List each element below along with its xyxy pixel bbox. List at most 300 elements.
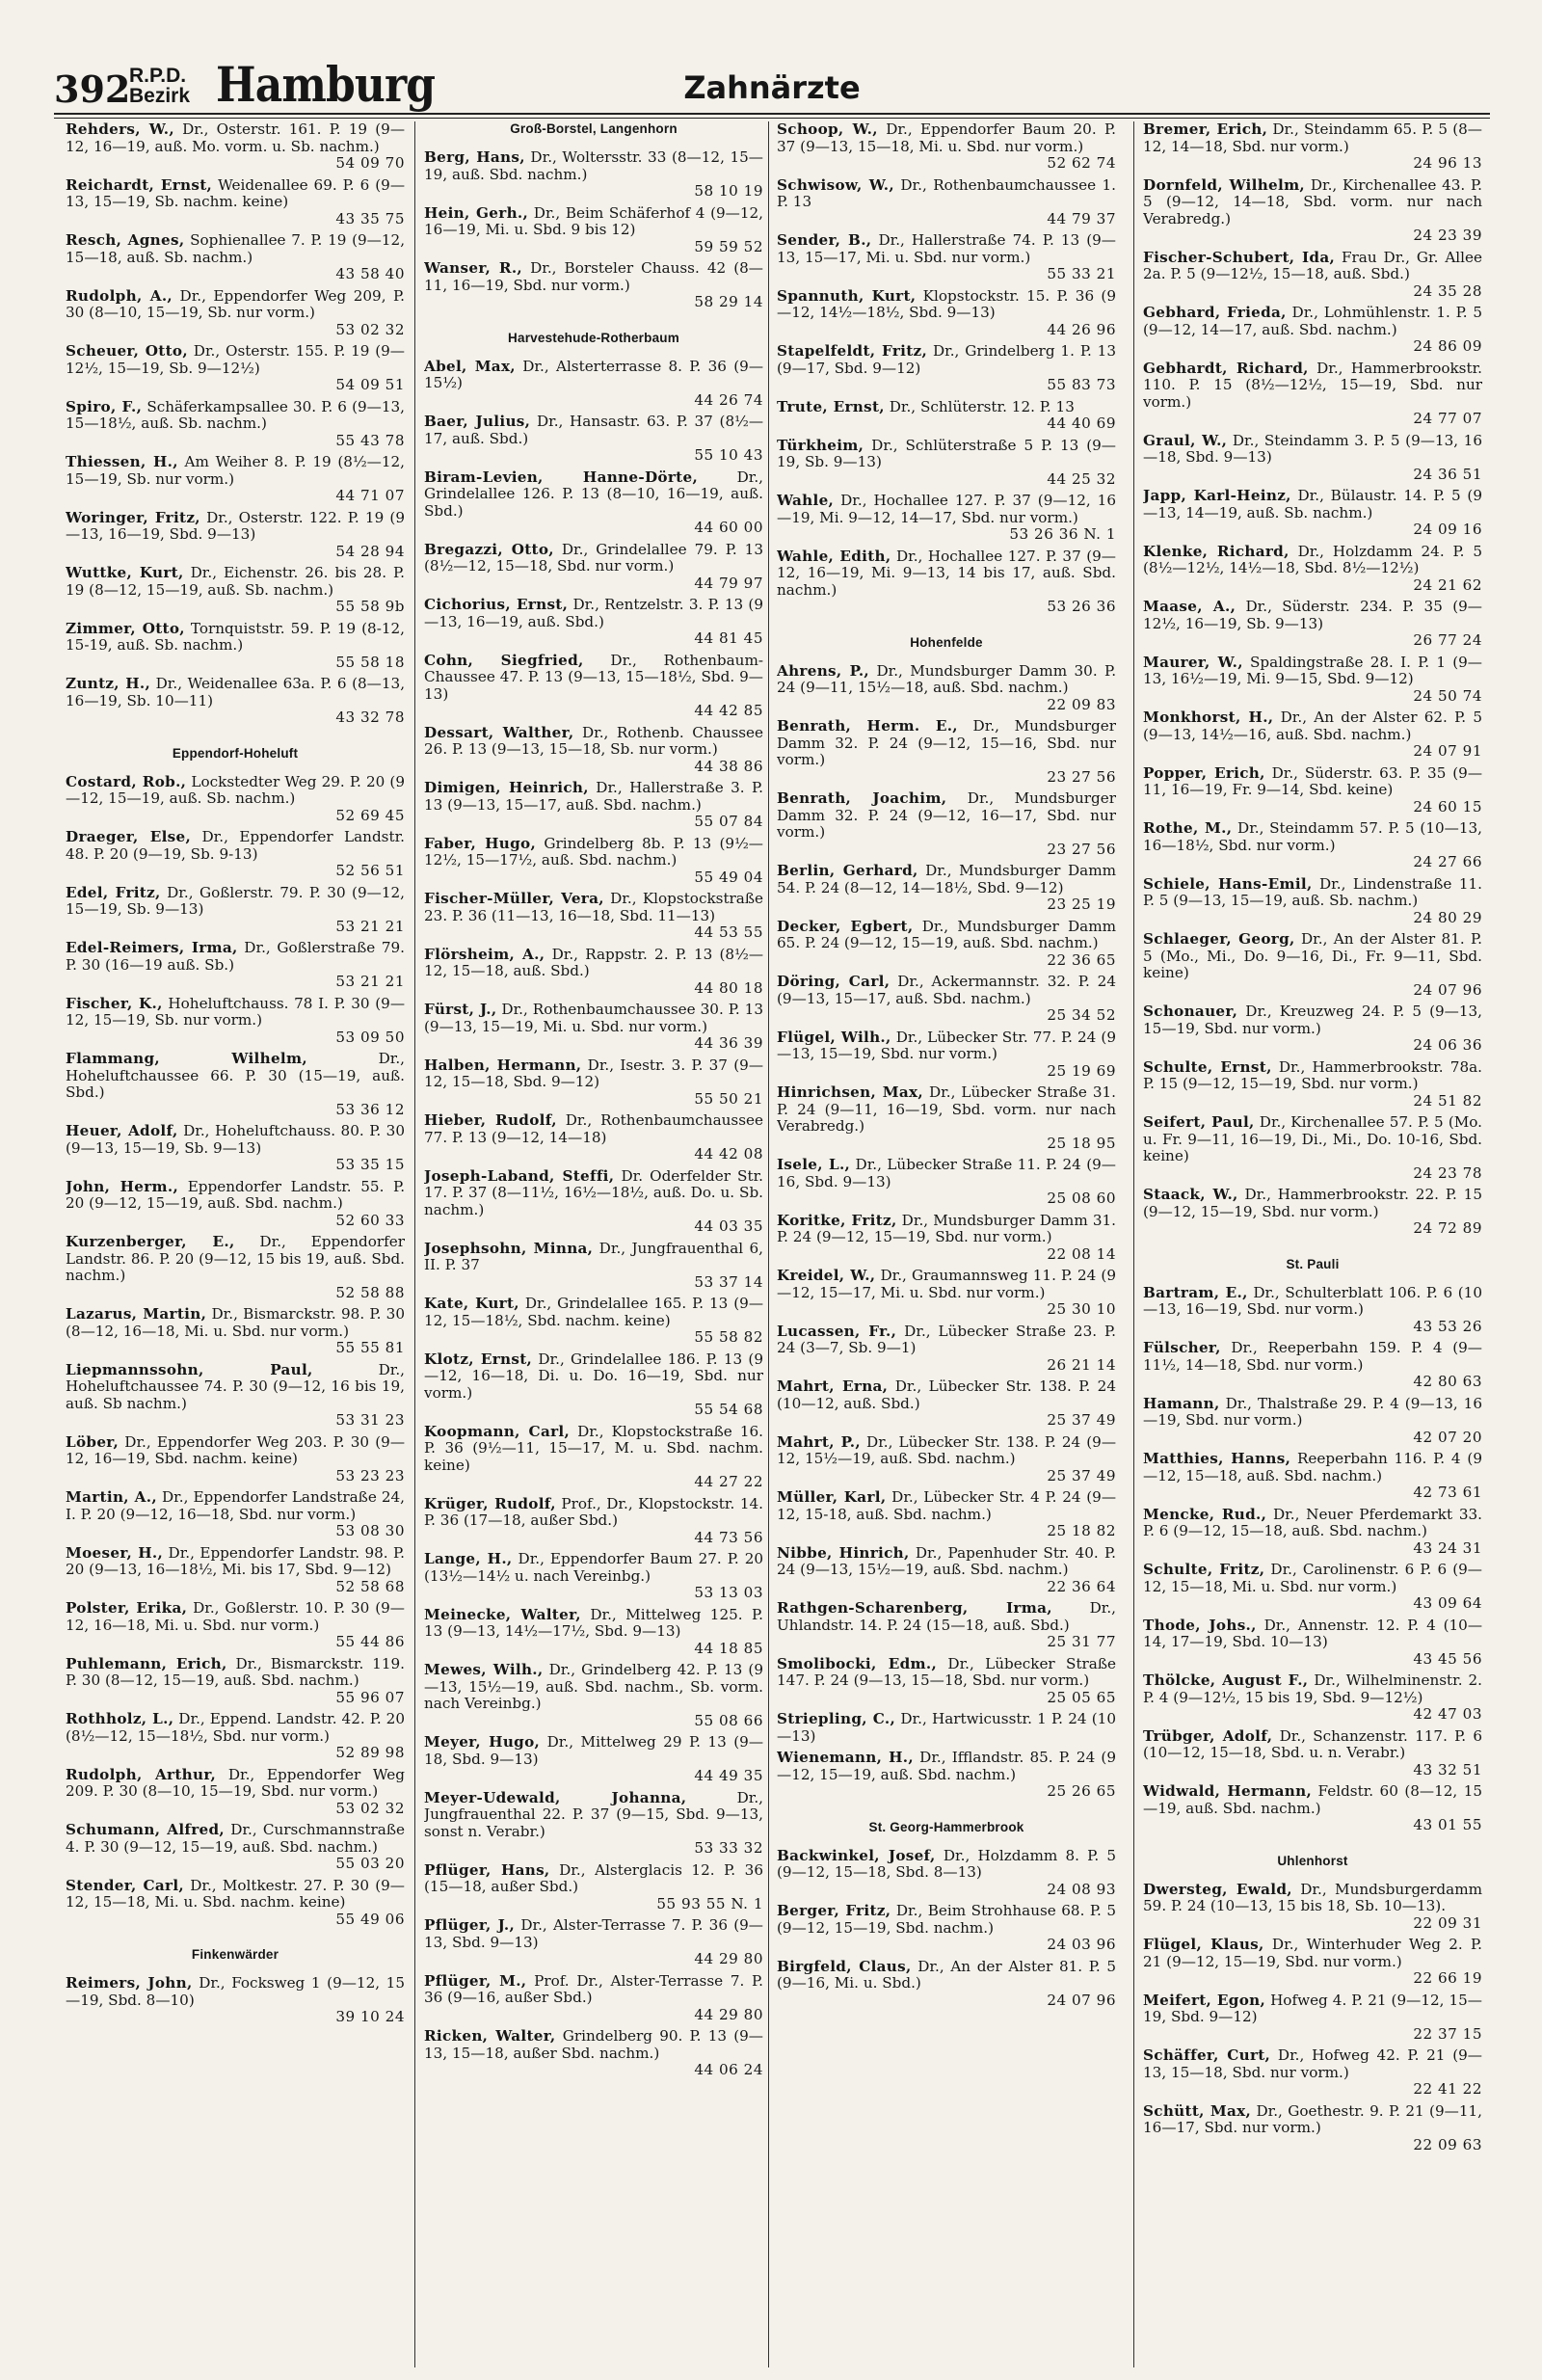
dentist-name: Schäffer, Curt,	[1143, 2046, 1271, 2064]
entry-details: Dr., Wilhelminenstr. 2. P. 4 (9—12½, 15 bis 19, Sbd. 9—12½)	[1143, 1671, 1482, 1706]
phone-number: 53 35 15	[335, 1156, 405, 1173]
entry-details: Dr., Mundsburger Damm 32. P. 24 (9—12, 15—16, Sbd. nur vorm.)	[777, 717, 1116, 768]
entry-details: Dr., Eppend. Landstr. 42. P. 20 (8½—12, 15—18½, Sbd. nur vorm.)	[66, 1710, 405, 1745]
dentist-entry	[424, 1734, 763, 1785]
dentist-name: Meyer-Udewald, Johanna,	[424, 1788, 687, 1806]
phone-number: 52 58 88	[335, 1283, 405, 1301]
dentist-entry	[424, 2028, 763, 2079]
dentist-name: Joseph-Laband, Steffi,	[424, 1166, 615, 1185]
dentist-name: Rudolph, A.,	[66, 286, 173, 305]
entry-details: Dr., Grindelberg 42. P. 13 (9—13, 15½—19, auß. Sbd. nachm., Sb. vorm. nach Vereinbg.)	[424, 1661, 763, 1712]
phone-number: 53 21 21	[335, 973, 405, 990]
dentist-entry	[1143, 1562, 1482, 1613]
entry-details: Dr., Neuer Pferdemarkt 33. P. 6 (9—12, 15—18, auß. Sbd. nachm.)	[1143, 1505, 1482, 1539]
dentist-name: Scheuer, Otto,	[66, 342, 188, 360]
entry-details: Dr., Rentzelstr. 3. P. 13 (9—13, 16—19, auß. Sbd.)	[424, 596, 763, 630]
entry-details: Dr., Hoheluftchaussee 74. P. 30 (9—12, 16 bis 19, auß. Sb nachm.)	[66, 1360, 405, 1412]
phone-number: 43 24 31	[1413, 1538, 1482, 1557]
dentist-name: Nibbe, Hinrich,	[777, 1543, 910, 1562]
phone-number: 42 47 03	[1413, 1705, 1482, 1723]
entry-details: Schäferkampsallee 30. P. 6 (9—13, 15—18½, auß. Sb. nachm.)	[66, 397, 405, 432]
phone-number: 22 37 15	[1413, 2024, 1482, 2043]
dentist-entry	[66, 621, 405, 672]
dentist-name: Birgfeld, Claus,	[777, 1957, 912, 1975]
entry-details: Dr., Osterstr. 161. P. 19 (9—12, 16—19, auß. Mo. vorm. u. Sb. nachm.)	[66, 121, 405, 155]
entry-details: Dr., Eppendorfer Weg 209, P. 30 (8—10, 15—19, Sb. nur vorm.)	[66, 286, 405, 321]
dentist-entry	[424, 1296, 763, 1347]
entry-details: Dr., Mundsburger Damm 31. P. 24 (9—12, 15—19, Sbd. nur vorm.)	[777, 1211, 1116, 1245]
dentist-name: Flammang, Wilhelm,	[66, 1050, 307, 1067]
dentist-name: Japp, Karl-Heinz,	[1143, 487, 1291, 504]
entry-details: Dr., Rothenb. Chaussee 26. P. 13 (9—13, 15—18, Sb. nur vorm.)	[424, 723, 763, 758]
entry-details: Dr., Mundsburger Damm 30. P. 24 (9—11, 15½—18, auß. Sbd. nachm.)	[777, 661, 1116, 696]
dentist-name: Halben, Hermann,	[424, 1056, 582, 1074]
entry-details: Dr., Papenhuder Str. 40. P. 24 (9—13, 15½—19, auß. Sbd. nachm.)	[777, 1543, 1116, 1578]
entry-details: Dr., Rappstr. 2. P. 13 (8½—12, 15—18, auß. Sbd.)	[424, 945, 763, 979]
phone-number: 44 40 69	[1047, 414, 1116, 432]
dentist-name: Abel, Max,	[424, 357, 516, 375]
dentist-entry	[1143, 765, 1482, 816]
dentist-name: Benrath, Herm. E.,	[777, 717, 958, 735]
dentist-entry	[777, 232, 1116, 283]
dentist-entry	[66, 1306, 405, 1357]
dentist-name: Rothholz, L.,	[66, 1710, 174, 1727]
phone-number: 24 03 96	[1047, 1936, 1116, 1953]
entry-details: Dr., Ifflandstr. 85. P. 24 (9—12, 15—19, auß. Sbd. nachm.)	[777, 1749, 1116, 1783]
entry-details: Dr., Süderstr. 63. P. 35 (9—11, 16—19, Fr. 9—14, Sbd. keine)	[1143, 763, 1482, 798]
entry-details: Dr., Lübecker Straße 23. P. 24 (3—7, Sb. 9—1)	[777, 1322, 1116, 1356]
entry-details: Sophienallee 7. P. 19 (9—12, 15—18, auß. Sb. nachm.)	[66, 231, 405, 266]
entry-details: Dr., Hartwicusstr. 1 P. 24 (10—13)	[777, 1710, 1116, 1745]
dentist-entry	[1143, 931, 1482, 999]
dentist-entry	[1143, 1003, 1482, 1055]
phone-number: 24 77 07	[1413, 410, 1482, 427]
phone-number: 24 23 78	[1413, 1163, 1482, 1182]
phone-number: 25 37 49	[1047, 1466, 1116, 1484]
phone-number: 53 36 12	[335, 1100, 405, 1118]
dentist-entry	[424, 1168, 763, 1236]
dentist-entry	[777, 1750, 1116, 1801]
entry-details: Dr., Jungfrauenthal 6, II. P. 37	[424, 1239, 763, 1273]
dentist-name: Dimigen, Heinrich,	[424, 779, 589, 796]
phone-number: 42 73 61	[1413, 1484, 1482, 1501]
dentist-name: Müller, Karl,	[777, 1488, 887, 1506]
dentist-name: Hamann,	[1143, 1394, 1220, 1412]
dentist-entry	[424, 725, 763, 776]
phone-number: 43 32 78	[335, 709, 405, 726]
dentist-name: Reimers, John,	[66, 1974, 193, 1992]
dentist-name: Trübger, Adolf,	[1143, 1726, 1273, 1745]
dentist-name: Rudolph, Arthur,	[66, 1765, 217, 1783]
dentist-entry	[424, 1112, 763, 1163]
column-3	[777, 121, 1116, 2367]
entry-details: Dr., Mundsburger Damm 54. P. 24 (8—12, 14—18½, Sbd. 9—12)	[777, 862, 1116, 896]
dentist-entry	[777, 399, 1116, 433]
dentist-entry	[777, 1213, 1116, 1264]
phone-number: 25 18 95	[1047, 1134, 1116, 1152]
dentist-entry	[424, 260, 763, 311]
phone-number: 53 09 50	[335, 1028, 405, 1046]
phone-number: 44 42 85	[694, 702, 763, 719]
dentist-name: Kurzenberger, E.,	[66, 1233, 235, 1250]
district-heading: St. Georg-Hammerbrook	[868, 1819, 1024, 1834]
dentist-entry	[66, 1489, 405, 1540]
dentist-entry	[66, 177, 405, 228]
entry-details: Dr., Kirchenallee 43. P. 5 (9—12, 14—18, Sbd. vorm. nur nach Verabredg.)	[1143, 175, 1482, 227]
entry-details: Dr., Lübecker Str. 77. P. 24 (9—13, 15—19, Sbd. nur vorm.)	[777, 1028, 1116, 1062]
column-2	[424, 121, 763, 2367]
column-4	[1143, 121, 1482, 2367]
entry-details: Dr. Oderfelder Str. 17. P. 37 (8—11½, 16½—18½, auß. Do. u. Sb. nachm.)	[424, 1166, 763, 1218]
phone-number: 53 02 32	[335, 320, 405, 338]
dentist-entry	[777, 343, 1116, 394]
phone-number: 44 18 85	[694, 1639, 763, 1657]
phone-number: 24 86 09	[1413, 337, 1482, 355]
dentist-entry	[1143, 1672, 1482, 1724]
dentist-entry	[424, 653, 763, 720]
entry-details: Dr., Schanzenstr. 117. P. 6 (10—12, 15—18, Sbd. u. n. Verabr.)	[1143, 1726, 1482, 1761]
dentist-name: Lange, H.,	[424, 1550, 513, 1567]
entry-details: Dr., Eichenstr. 26. bis 28. P. 19 (8—12, 15—19, auß. Sb. nachm.)	[66, 564, 405, 599]
entry-details: Dr., Kreuzweg 24. P. 5 (9—13, 15—19, Sbd. nur vorm.)	[1143, 1003, 1482, 1037]
dentist-name: Thode, Johs.,	[1143, 1616, 1257, 1634]
entry-details: Dr., Lübecker Str. 4 P. 24 (9—12, 15-18, auß. Sbd. nachm.)	[777, 1488, 1116, 1523]
dentist-entry	[1143, 1728, 1482, 1779]
entry-details: Dr., Eppendorfer Landstr. 98. P. 20 (9—13, 16—18½, Mi. bis 17, Sbd. 9—12)	[66, 1543, 405, 1578]
dentist-name: Dessart, Walther,	[424, 723, 574, 741]
city-name: Hamburg	[216, 56, 436, 113]
phone-number: 26 21 14	[1047, 1355, 1116, 1374]
entry-details: Dr., Schlüterstraße 5 P. 13 (9—19, Sb. 9—13)	[777, 436, 1116, 470]
dentist-entry	[66, 565, 405, 616]
dentist-entry	[1143, 2103, 1482, 2154]
dentist-entry	[66, 232, 405, 283]
district-heading: Harvestehude-Rotherbaum	[508, 330, 679, 345]
phone-number: 22 36 65	[1047, 950, 1116, 969]
dentist-name: Ricken, Walter,	[424, 2027, 556, 2045]
dentist-entry	[777, 1157, 1116, 1208]
rpd-line: R.P.D.	[129, 65, 187, 87]
district-heading: Finkenwärder	[191, 1947, 279, 1962]
dentist-name: Meifert, Egon,	[1143, 1991, 1266, 2009]
phone-number: 52 56 51	[335, 862, 405, 879]
entry-details: Dr., Moltkestr. 27. P. 30 (9—12, 15—18, Mi. u. Sbd. nachm. keine)	[66, 1876, 405, 1911]
dentist-entry	[1143, 820, 1482, 871]
phone-number: 55 49 06	[335, 1910, 405, 1928]
phone-number: 53 26 36	[1047, 598, 1116, 615]
dentist-entry	[1143, 876, 1482, 927]
phone-number: 42 80 63	[1413, 1373, 1482, 1390]
dentist-entry	[66, 121, 405, 173]
phone-number: 25 37 49	[1047, 1411, 1116, 1429]
entry-details: Dr., Lübecker Straße 11. P. 24 (9—16, Sbd. 9—13)	[777, 1156, 1116, 1190]
phone-number: 54 28 94	[335, 542, 405, 560]
dentist-entry	[777, 863, 1116, 914]
phone-number: 23 25 19	[1047, 896, 1116, 913]
dentist-name: Polster, Erika,	[66, 1599, 188, 1617]
phone-number: 55 33 21	[1047, 265, 1116, 282]
phone-number: 22 66 19	[1413, 1969, 1482, 1987]
phone-number: 24 80 29	[1413, 908, 1482, 926]
phone-number: 52 62 74	[1047, 154, 1116, 172]
phone-number: 55 44 86	[335, 1633, 405, 1650]
dentist-entry	[777, 438, 1116, 489]
dentist-entry	[424, 359, 763, 410]
phone-number: 44 36 39	[694, 1034, 763, 1052]
dentist-entry	[66, 1434, 405, 1485]
dentist-name: Fülscher,	[1143, 1339, 1221, 1356]
header-rule-thin	[54, 118, 1490, 119]
entry-details: Am Weiher 8. P. 19 (8½—12, 15—19, Sb. nur vorm.)	[66, 453, 405, 488]
dentist-entry	[424, 1862, 763, 1913]
district-heading: Hohenfelde	[910, 634, 983, 650]
entry-details: Dr., Woltersstr. 33 (8—12, 15—19, auß. Sbd. nachm.)	[424, 148, 763, 183]
dentist-entry	[66, 1362, 405, 1430]
dentist-name: Hinrichsen, Max,	[777, 1083, 923, 1101]
entry-details: Dr., Eppendorfer Weg 203. P. 30 (9—12, 16—19, Sbd. nachm. keine)	[66, 1432, 405, 1467]
entry-details: Dr., Goßlerstr. 10. P. 30 (9—12, 16—18, Mi. u. Sbd. nur vorm.)	[66, 1599, 405, 1634]
dentist-entry	[424, 1002, 763, 1053]
phone-number: 44 06 24	[694, 2061, 763, 2078]
dentist-name: Thölcke, August F.,	[1143, 1671, 1309, 1689]
phone-number: 24 27 66	[1413, 853, 1482, 870]
dentist-name: Lazarus, Martin,	[66, 1305, 207, 1323]
phone-number: 55 55 81	[335, 1339, 405, 1356]
dentist-entry	[1143, 1992, 1482, 2044]
dentist-name: Bartram, E.,	[1143, 1283, 1248, 1301]
dentist-entry	[1143, 361, 1482, 428]
entry-details: Grindelberg 8b. P. 13 (9½—12½, 15—17½, auß. Sbd. nachm.)	[424, 834, 763, 869]
entry-details: Dr., Hammerbrookstr. 78a. P. 15 (9—12, 15—19, Sbd. nur vorm.)	[1143, 1057, 1482, 1092]
dentist-name: Isele, L.,	[777, 1156, 851, 1173]
dentist-entry	[777, 1489, 1116, 1540]
phone-number: 44 73 56	[694, 1528, 763, 1546]
entry-details: Dr., Weidenallee 63a. P. 6 (8—13, 16—19, Sb. 10—11)	[66, 675, 405, 709]
entry-details: Dr., Winterhuder Weg 2. P. 21 (9—12, 15—19, Sbd. nur vorm.)	[1143, 1936, 1482, 1970]
page-header	[54, 56, 1490, 118]
dentist-name: Schwisow, W.,	[777, 175, 894, 194]
entry-details: Dr., Hammerbrookstr. 110. P. 15 (8½—12½, 15—19, Sbd. nur vorm.)	[1143, 359, 1482, 411]
dentist-name: Biram-Levien, Hanne-Dörte,	[424, 468, 699, 486]
dentist-entry	[777, 790, 1116, 858]
dentist-entry	[777, 493, 1116, 544]
dentist-name: Spiro, F.,	[66, 397, 143, 415]
entry-details: Dr., Borsteler Chauss. 42 (8—11, 16—19, Sbd. nur vorm.)	[424, 259, 763, 294]
dentist-name: Meinecke, Walter,	[424, 1605, 581, 1623]
dentist-name: Wahle,	[777, 492, 835, 509]
entry-details: Dr., Lindenstraße 11. P. 5 (9—13, 15—19, auß. Sb. nachm.)	[1143, 874, 1482, 909]
entry-details: Dr., Klopstockstraße 23. P. 36 (11—13, 16—18, Sbd. 11—13)	[424, 890, 763, 924]
entry-details: Dr., Holzdamm 8. P. 5 (9—12, 15—18, Sbd. 8—13)	[777, 1846, 1116, 1881]
phone-number: 55 49 04	[694, 868, 763, 886]
phone-number: 43 58 40	[335, 265, 405, 282]
dentist-entry	[66, 885, 405, 936]
dentist-entry	[777, 1378, 1116, 1430]
phone-number: 44 81 45	[694, 629, 763, 647]
dentist-entry	[66, 1600, 405, 1651]
phone-number: 24 07 96	[1413, 980, 1482, 999]
dentist-name: Backwinkel, Josef,	[777, 1846, 936, 1864]
dentist-entry	[777, 1903, 1116, 1954]
phone-number: 55 07 84	[694, 813, 763, 830]
dentist-entry	[66, 1822, 405, 1873]
district-heading: St. Pauli	[1286, 1256, 1340, 1271]
dentist-name: Wuttke, Kurt,	[66, 564, 184, 581]
phone-number: 54 09 51	[335, 376, 405, 393]
phone-number: 58 29 14	[694, 293, 763, 310]
dentist-name: Rehders, W.,	[66, 121, 174, 138]
entry-details: Dr., Rothenbaumchaussee 1. P. 13	[777, 175, 1116, 210]
entry-details: Dr., Carolinenstr. 6 P. 6 (9—12, 15—18, Mi. u. Sbd. nur vorm.)	[1143, 1561, 1482, 1595]
dentist-name: Kreidel, W.,	[777, 1267, 876, 1284]
entry-details: Dr., Hoheluftchauss. 80. P. 30 (9—13, 15—19, Sb. 9—13)	[66, 1122, 405, 1157]
phone-number: 44 27 22	[694, 1473, 763, 1490]
phone-number: 44 60 00	[694, 519, 763, 536]
phone-number: 44 26 96	[1047, 320, 1116, 338]
phone-number: 24 60 15	[1413, 797, 1482, 816]
dentist-name: Flügel, Klaus,	[1143, 1936, 1264, 1953]
entry-details: Dr., Hammerbrookstr. 22. P. 15 (9—12, 15—19, Sbd. nur vorm.)	[1143, 1186, 1482, 1220]
phone-number: 53 08 30	[335, 1522, 405, 1539]
entry-details: Dr., Lübecker Straße 31. P. 24 (9—11, 16—19, Sbd. vorm. nur nach Verabredg.)	[777, 1083, 1116, 1135]
dentist-name: Maase, A.,	[1143, 598, 1236, 615]
entry-details: Dr., Isestr. 3. P. 37 (9—12, 15—18, Sbd. 9—12)	[424, 1056, 763, 1090]
dentist-name: Stender, Carl,	[66, 1876, 184, 1894]
entry-details: Dr., Hallerstraße 74. P. 13 (9—13, 15—17, Mi. u. Sbd. nur vorm.)	[777, 231, 1116, 266]
entry-details: Feldstr. 60 (8—12, 15—19, auß. Sbd. nachm.)	[1143, 1782, 1482, 1817]
entry-details: Dr., Osterstr. 122. P. 19 (9—13, 16—19, Sbd. 9—13)	[66, 508, 405, 543]
phone-number: 24 96 13	[1413, 154, 1482, 172]
dentist-entry	[777, 1084, 1116, 1152]
phone-number: 22 09 63	[1413, 2135, 1482, 2153]
dentist-entry	[777, 1656, 1116, 1707]
phone-number: 53 33 32	[694, 1839, 763, 1857]
dentist-entry	[1143, 655, 1482, 706]
entry-details: Hofweg 4. P. 21 (9—12, 15—19, Sbd. 9—12)	[1143, 1991, 1482, 2025]
dentist-name: Hieber, Rudolf,	[424, 1111, 557, 1129]
phone-number: 25 18 82	[1047, 1522, 1116, 1539]
entry-details: Dr., Rothenbaumchaussee 30. P. 13 (9—13, 15—19, Mi. u. Sbd. nur vorm.)	[424, 1001, 763, 1035]
entry-details: Dr., Goßlerstr. 79. P. 30 (9—12, 15—19, Sb. 9—13)	[66, 883, 405, 918]
phone-number: 42 07 20	[1413, 1428, 1482, 1446]
dentist-name: Löber,	[66, 1432, 120, 1451]
entry-details: Dr., Alsterterrasse 8. P. 36 (9—15½)	[424, 357, 763, 391]
dentist-name: Berger, Fritz,	[777, 1902, 891, 1919]
dentist-name: Popper, Erich,	[1143, 763, 1265, 782]
phone-number: 55 50 21	[694, 1089, 763, 1108]
entry-details: Dr., Alsterglacis 12. P. 36 (15—18, außer Sbd.)	[424, 1860, 763, 1895]
dentist-name: Edel, Fritz,	[66, 883, 161, 901]
dentist-name: Liepmannssohn, Paul,	[66, 1360, 313, 1378]
phone-number: 44 79 37	[1047, 209, 1116, 227]
dentist-entry	[424, 1917, 763, 1968]
phone-number: 25 05 65	[1047, 1688, 1116, 1706]
entry-details: Dr., Annenstr. 12. P. 4 (10—14, 17—19, Sbd. 10—13)	[1143, 1616, 1482, 1650]
phone-number: 44 26 74	[694, 390, 763, 409]
dentist-entry	[1143, 305, 1482, 356]
entry-details: Dr., Curschmannstraße 4. P. 30 (9—12, 15—19, auß. Sbd. nachm.)	[66, 1821, 405, 1856]
phone-number: 24 09 16	[1413, 521, 1482, 538]
entry-details: Dr., Mundsburger Damm 32. P. 24 (9—12, 16—17, Sbd. nur vorm.)	[777, 789, 1116, 841]
dentist-name: Costard, Rob.,	[66, 772, 187, 790]
dentist-entry	[424, 947, 763, 998]
phone-number: 44 03 35	[694, 1217, 763, 1235]
entry-details: Dr., An der Alster 81. P. 5 (9—16, Mi. u. Sbd.)	[777, 1957, 1116, 1992]
dentist-entry	[66, 1767, 405, 1818]
dentist-entry	[424, 205, 763, 256]
dentist-name: Striepling, C.,	[777, 1710, 896, 1727]
dentist-name: Schulte, Ernst,	[1143, 1057, 1272, 1076]
dentist-name: Dwersteg, Ewald,	[1143, 1880, 1292, 1898]
phone-number: 53 02 32	[335, 1799, 405, 1817]
dentist-name: Fischer, K.,	[66, 994, 163, 1012]
entry-details: Dr., Hofweg 42. P. 21 (9—13, 15—18, Sbd. nur vorm.)	[1143, 2046, 1482, 2081]
phone-number: 43 01 55	[1413, 1816, 1482, 1833]
entry-details: Dr., Eppendorfer Weg 209. P. 30 (8—10, 15—19, Sbd. nur vorm.)	[66, 1765, 405, 1800]
dentist-entry	[424, 1351, 763, 1419]
district-heading: Eppendorf-Hoheluft	[172, 745, 299, 761]
dentist-name: Decker, Egbert,	[777, 917, 914, 935]
dentist-entry	[1143, 1059, 1482, 1110]
dentist-entry	[777, 1030, 1116, 1081]
phone-number: 52 89 98	[335, 1744, 405, 1761]
entry-details: Dr., Steindamm 57. P. 5 (10—13, 16—18½, Sbd. nur vorm.)	[1143, 819, 1482, 854]
dentist-entry	[66, 1123, 405, 1174]
dentist-entry	[1143, 433, 1482, 484]
dentist-entry	[66, 1975, 405, 2026]
dentist-entry	[66, 1051, 405, 1118]
phone-number: 25 26 65	[1047, 1782, 1116, 1800]
dentist-name: Gebhard, Frieda,	[1143, 304, 1287, 321]
dentist-name: Fischer-Müller, Vera,	[424, 890, 604, 907]
dentist-entry	[424, 149, 763, 201]
dentist-name: Berg, Hans,	[424, 148, 525, 166]
phone-number: 55 58 82	[694, 1328, 763, 1346]
dentist-name: Zimmer, Otto,	[66, 619, 185, 637]
phone-number: 24 35 28	[1413, 281, 1482, 300]
dentist-name: Koritke, Fritz,	[777, 1211, 897, 1229]
phone-number: 55 10 43	[694, 446, 763, 464]
entry-details: Dr., Eppendorfer Landstr. 86. P. 20 (9—12, 15 bis 19, auß. Sbd. nachm.)	[66, 1233, 405, 1284]
dentist-name: Stapelfeldt, Fritz,	[777, 342, 928, 360]
entry-details: Dr., Holzdamm 24. P. 5 (8½—12½, 14½—18, Sbd. 8½—12½)	[1143, 542, 1482, 576]
dentist-entry	[424, 1241, 763, 1292]
phone-number: 43 53 26	[1413, 1317, 1482, 1335]
entry-details: Dr., Thalstraße 29. P. 4 (9—13, 16—19, Sbd. nur vorm.)	[1143, 1394, 1482, 1429]
column-1	[66, 121, 405, 2367]
phone-number: 23 27 56	[1047, 767, 1116, 786]
column-divider	[1133, 121, 1134, 2367]
dentist-name: Schulte, Fritz,	[1143, 1561, 1265, 1578]
entry-details: Dr., Reeperbahn 159. P. 4 (9—11½, 14—18, Sbd. nur vorm.)	[1143, 1339, 1482, 1374]
dentist-entry	[66, 454, 405, 505]
entry-details: Frau Dr., Gr. Allee 2a. P. 5 (9—12½, 15—18, auß. Sbd.)	[1143, 248, 1482, 282]
phone-number: 24 08 93	[1047, 1880, 1116, 1898]
dentist-name: Gebhardt, Richard,	[1143, 359, 1309, 377]
entry-details: Dr., Rothenbaumchaussee 77. P. 13 (9—12, 14—18)	[424, 1111, 763, 1146]
dentist-name: Schoop, W.,	[777, 121, 878, 138]
phone-number: 43 35 75	[335, 209, 405, 227]
dentist-entry	[777, 919, 1116, 970]
phone-number: 53 23 23	[335, 1466, 405, 1484]
dentist-name: Meyer, Hugo,	[424, 1733, 541, 1751]
dentist-entry	[66, 1656, 405, 1707]
dentist-entry	[1143, 1507, 1482, 1558]
dentist-name: Fischer-Schubert, Ida,	[1143, 248, 1336, 266]
dentist-entry	[66, 1545, 405, 1596]
phone-number: 44 49 35	[694, 1767, 763, 1784]
dentist-entry	[66, 829, 405, 880]
